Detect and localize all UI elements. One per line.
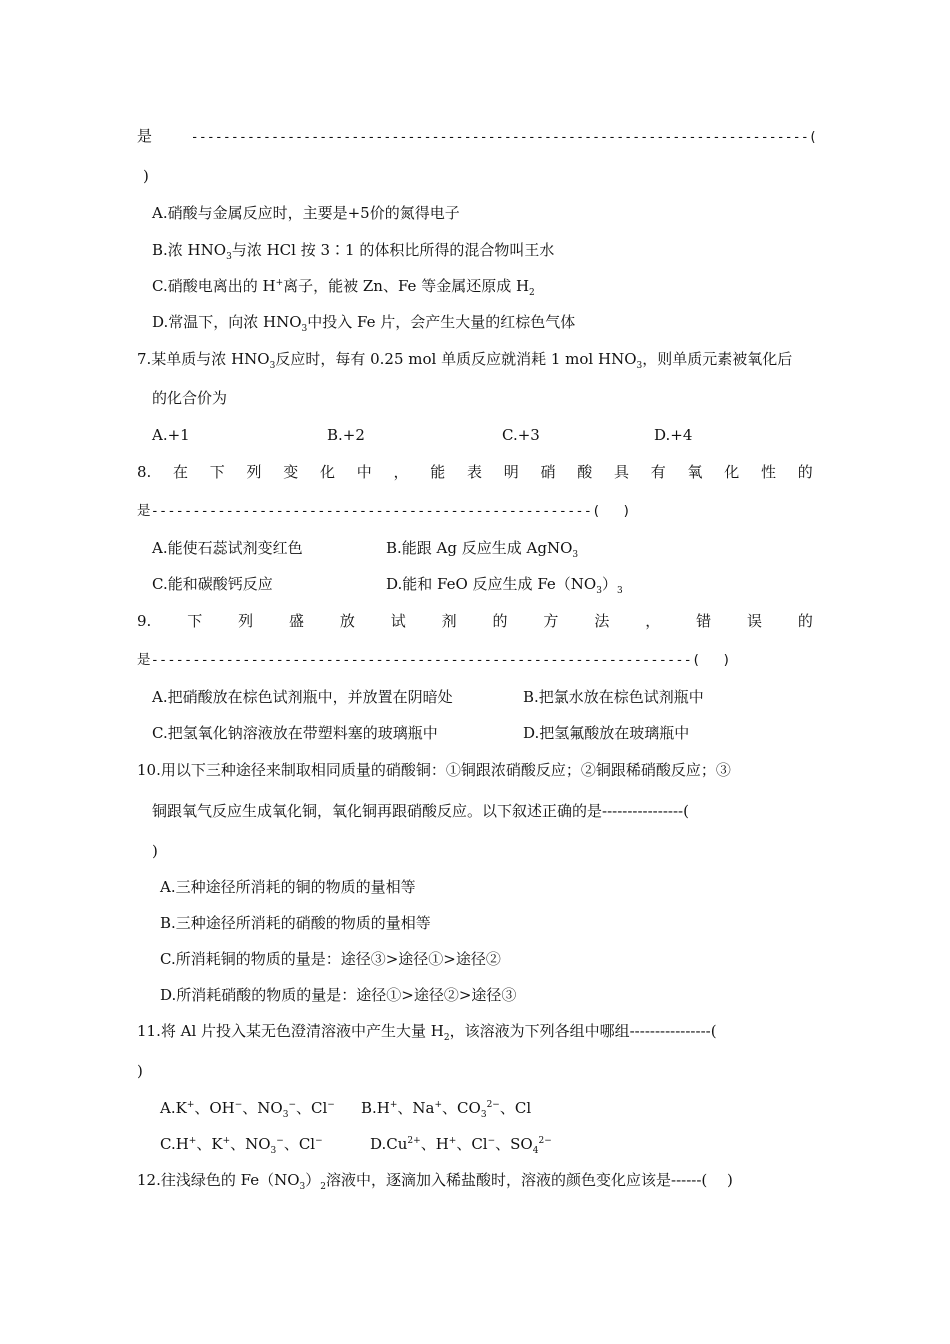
q7-stem-line-1	[137, 349, 792, 369]
q8-char: 列	[246, 463, 262, 481]
q6-close-paren: )	[143, 167, 149, 185]
q11-c-sup: +	[222, 1136, 231, 1146]
q11-b-part: 、Na	[397, 1099, 435, 1117]
q11-b-part: 、Cl	[499, 1099, 532, 1117]
q11-sub: 2	[443, 1033, 450, 1043]
q11-option-c	[160, 1134, 323, 1154]
q10-stem-line-2: 铜跟氧气反应生成氧化铜，氧化铜再跟硝酸反应。以下叙述正确的是----------------(	[152, 802, 689, 820]
q11-close-paren: )	[137, 1062, 143, 1080]
q10-close-paren: )	[152, 842, 158, 860]
q6-c-sup: +	[275, 278, 284, 288]
q8-option-c: C.能和碳酸钙反应	[152, 575, 273, 593]
q8-char: 化	[320, 463, 336, 481]
q9-char: 法	[594, 612, 610, 630]
q11-b-sup: 2−	[486, 1100, 500, 1110]
q7-text-1: 7.某单质与浓 HNO	[137, 350, 270, 368]
q8-char: 变	[283, 463, 299, 481]
q11-c-part: 、NO	[230, 1135, 271, 1153]
q6-b-sub: 3	[226, 252, 232, 262]
q9-option-b: B.把氯水放在棕色试剂瓶中	[523, 688, 704, 706]
q10-option-c: C.所消耗铜的物质的量是：途径③>途径①>途径②	[160, 950, 501, 968]
q8-stem-line-2: 是-----------------------------------------------------( )	[137, 503, 631, 519]
q8-stem-line-1	[137, 462, 813, 482]
q9-option-c: C.把氢氧化钠溶液放在带塑料塞的玻璃瓶中	[152, 724, 438, 742]
q10-option-b: B.三种途径所消耗的硝酸的物质的量相等	[160, 914, 431, 932]
q11-c-sub: 3	[270, 1146, 277, 1156]
q12-text-2: ）	[305, 1171, 321, 1189]
q6-d-sub: 3	[301, 324, 308, 334]
q7-option-d: D.+4	[654, 426, 693, 444]
q12-text-3: 溶液中，逐滴加入稀盐酸时，溶液的颜色变化应该是------( )	[326, 1171, 733, 1189]
q11-d-sup: −	[487, 1136, 496, 1146]
q6-lead: 是	[137, 127, 153, 145]
q6-d-text-1: D.常温下，向浓 HNO	[152, 313, 302, 331]
q9-option-d: D.把氢氟酸放在玻璃瓶中	[523, 724, 690, 742]
q6-b-text-2: 与浓 HCl 按 3∶1 的体积比所得的混合物叫王水	[231, 241, 555, 259]
q8-char: 明	[503, 463, 519, 481]
q8-char: ，	[393, 463, 409, 481]
q9-char: 误	[746, 612, 762, 630]
q11-a-sub: 3	[282, 1110, 289, 1120]
q8-d-text-2: ）	[601, 575, 617, 593]
q11-d-part: 、Cl	[456, 1135, 488, 1153]
q11-c-sup: +	[188, 1136, 197, 1146]
q6-stem-line	[137, 126, 817, 148]
q11-d-sup: 2−	[538, 1136, 552, 1146]
q11-c-part: 、K	[196, 1135, 223, 1153]
q9-option-a: A.把硝酸放在棕色试剂瓶中，并放置在阴暗处	[152, 688, 453, 706]
q8-char: 的	[797, 463, 813, 481]
q8-char: 中	[356, 463, 372, 481]
q11-c-sup: −	[315, 1136, 323, 1146]
q8-b-sub: 3	[572, 550, 579, 560]
q11-text-2: ，该溶液为下列各组中哪组----------------(	[449, 1022, 717, 1040]
q11-d-sub: 4	[532, 1146, 539, 1156]
q8-char: 酸	[577, 463, 593, 481]
q6-d-text-2: 中投入 Fe 片，会产生大量的红棕色气体	[307, 313, 576, 331]
q8-char: 8.	[137, 463, 152, 481]
q9-char: ，	[645, 612, 661, 630]
q8-char: 能	[430, 463, 446, 481]
q6-option-a: A.硝酸与金属反应时，主要是+5价的氮得电子	[152, 204, 460, 222]
q8-char: 具	[614, 463, 630, 481]
q8-d-sub-1: 3	[596, 586, 602, 596]
q11-b-sub: 3	[480, 1110, 487, 1120]
q6-c-text-2: 离子，能被 Zn、Fe 等金属还原成 H	[283, 277, 530, 295]
q11-b-part: B.H	[361, 1099, 390, 1117]
q8-b-text: B.能跟 Ag 反应生成 AgNO	[386, 539, 573, 557]
q11-text-1: 11.将 Al 片投入某无色澄清溶液中产生大量 H	[137, 1022, 444, 1040]
q9-char: 方	[543, 612, 559, 630]
q7-sub-1: 3	[269, 361, 276, 371]
q7-option-c: C.+3	[502, 426, 540, 444]
q11-b-sup: +	[434, 1100, 443, 1110]
q7-option-b: B.+2	[327, 426, 365, 444]
q6-option-c	[152, 276, 535, 296]
q11-c-part: C.H	[160, 1135, 189, 1153]
q11-a-sup: +	[186, 1100, 195, 1110]
q6-c-text-1: C.硝酸电离出的 H	[152, 277, 276, 295]
q9-char: 盛	[288, 612, 304, 630]
q9-char: 试	[390, 612, 406, 630]
q11-a-sup: −	[234, 1100, 243, 1110]
q12-sub-1: 3	[299, 1182, 306, 1192]
q11-stem-line-1	[137, 1021, 717, 1041]
q9-stem-line-2: 是-----------------------------------------------------------------( )	[137, 652, 731, 668]
q11-a-part: 、OH	[194, 1099, 235, 1117]
q8-char: 硝	[540, 463, 556, 481]
q8-char: 下	[209, 463, 225, 481]
q11-option-d	[370, 1134, 552, 1154]
q7-option-a: A.+1	[152, 426, 190, 444]
q12-sub-2: 2	[320, 1182, 326, 1192]
q8-char: 性	[761, 463, 777, 481]
q11-d-sup: 2+	[407, 1136, 421, 1146]
q9-char: 9.	[137, 612, 152, 630]
q11-d-part: 、H	[420, 1135, 449, 1153]
q9-char: 下	[187, 612, 203, 630]
q11-d-sup: +	[448, 1136, 457, 1146]
q9-char: 的	[797, 612, 813, 630]
q11-a-sup: −	[288, 1100, 297, 1110]
q7-text-3: ，则单质元素被氧化后	[642, 350, 793, 368]
q6-answer-dashes: -----------------------------------------------------------------------------(	[190, 130, 817, 145]
q11-d-part: 、SO	[495, 1135, 533, 1153]
q11-a-part: 、Cl	[296, 1099, 328, 1117]
q11-option-a	[160, 1098, 335, 1118]
q9-char: 的	[492, 612, 508, 630]
q11-a-part: 、NO	[242, 1099, 283, 1117]
q8-d-sub-2: 3	[616, 586, 623, 596]
q11-c-sup: −	[276, 1136, 284, 1146]
q7-stem-line-2: 的化合价为	[152, 389, 228, 407]
q8-char: 在	[173, 463, 189, 481]
q7-text-2: 反应时，每有 0.25 mol 单质反应就消耗 1 mol HNO	[275, 350, 637, 368]
q11-b-part: 、CO	[442, 1099, 481, 1117]
q11-option-b	[361, 1098, 531, 1118]
q6-option-b	[152, 240, 554, 260]
q11-b-sup: +	[389, 1100, 398, 1110]
q8-char: 化	[724, 463, 740, 481]
q8-option-a: A.能使石蕊试剂变红色	[152, 539, 303, 557]
q6-option-d	[152, 312, 575, 332]
q8-option-b	[386, 538, 578, 558]
q7-sub-2: 3	[636, 361, 643, 371]
q8-char: 表	[467, 463, 483, 481]
q10-option-a: A.三种途径所消耗的铜的物质的量相等	[160, 878, 416, 896]
q8-d-text-1: D.能和 FeO 反应生成 Fe（NO	[386, 575, 597, 593]
q6-c-sub: 2	[529, 288, 535, 298]
q9-char: 错	[696, 612, 712, 630]
q9-char: 剂	[441, 612, 457, 630]
q10-stem-line-1: 10.用以下三种途径来制取相同质量的硝酸铜：①铜跟浓硝酸反应；②铜跟稀硝酸反应；③	[137, 761, 731, 779]
q10-option-d: D.所消耗硝酸的物质的量是：途径①>途径②>途径③	[160, 986, 517, 1004]
q8-char: 氧	[687, 463, 703, 481]
q11-a-sup: −	[327, 1100, 335, 1110]
q11-a-part: A.K	[160, 1099, 187, 1117]
q11-c-part: 、Cl	[283, 1135, 316, 1153]
q6-b-text-1: B.浓 HNO	[152, 241, 227, 259]
q8-option-d	[386, 574, 623, 594]
q12-text-1: 12.往浅绿色的 Fe（NO	[137, 1171, 300, 1189]
q12-stem-line	[137, 1170, 733, 1190]
q9-stem-line-1	[137, 611, 813, 631]
q9-char: 放	[339, 612, 355, 630]
q8-char: 有	[650, 463, 666, 481]
q9-char: 列	[238, 612, 254, 630]
q11-d-part: D.Cu	[370, 1135, 408, 1153]
